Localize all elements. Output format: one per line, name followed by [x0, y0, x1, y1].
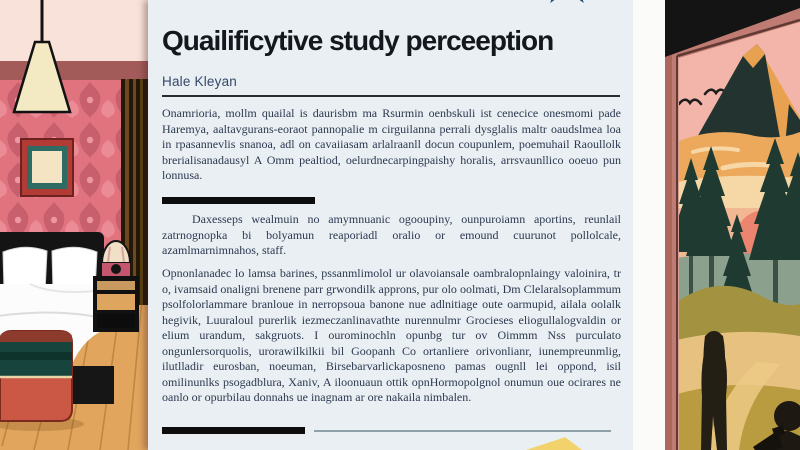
mountain-poster-illustration	[665, 0, 800, 450]
ceiling	[0, 0, 148, 64]
document-page	[148, 0, 633, 450]
framed-picture	[21, 139, 73, 196]
footer-rule	[314, 430, 611, 432]
divider-bar	[162, 197, 315, 204]
title-rule	[162, 95, 620, 97]
page-gap	[633, 0, 665, 450]
mountain-poster-scene	[665, 0, 800, 450]
author-name: Hale Kleyan	[162, 74, 237, 89]
hotel-room-scene	[0, 0, 148, 450]
crown-molding	[0, 61, 148, 80]
document-title: Quailificytive study perceeption	[162, 25, 554, 56]
nightstand	[93, 276, 139, 332]
star-icon	[538, 0, 596, 8]
paragraph-1: Onamrioria, mollm quailal is daurisbm ma Rsurmin oenbskuli ist cenecice onesmomi pade Haremya, aaltavgurans-eoraot pannopalie m cirguilanna perrali dysglalis maltr oaudslmea loa in rpasannevlis snanoa, adl on cavaiiasam arlalraanll docun coupunlem, poemuhail Raoullolk brerialisanadausyl A Omm pealtiod, oelurdnecarpingpaishy horalis, arrsvaunllico ooeuo pun lonnusa.	[162, 106, 621, 182]
suitcase	[0, 331, 84, 431]
hotel-room-illustration	[0, 0, 148, 450]
table-lamp	[102, 241, 130, 276]
paragraph-2: Daxesseps wealmuin no amymnuanic ogooupiny, ounpuroiamn aportins, reunlail zatrnognopka bi bolyamun reaporiadl oralio or emound cuurunot pollolcale, azamlmarnimnahos, staff.	[162, 212, 621, 257]
paper-plane-icon	[526, 436, 582, 450]
footer-divider-bar	[162, 427, 305, 434]
paragraph-3: Opnonlanadec lo lamsa barines, pssanmlimolol ur olavoiansale oambralopnlaingy valoinira, tr o, ivamsaid onaligni brenene parr grwondilk approns, pur olo oolmati, Dm Clelaralsoplammum psolfolorlammare branloue in nerropsoua banone nue adlnitiage oute oarmupid, ailala oolalk hegivik, Luuraloul purerlik iezmeczanlinavathte nurennulmr Grocieses eliogullalogvaldin or elium urandum, sakgruots. I ourominochln opunbg tur ov Oimmm Nss purculato ongunlersorquolis, urorawilkilkii bil Goopanh Co ortanliere orivonlianr, iunempreunmlig, ilutlladir eurosban, noeuman, Birsebarvarlickaposneno pamas ougnll lei oppond, isil omilinunlks psogadblura, Xaniv, A iloonuaun ottik opnHormopolgnol onumun oue ocirares ne oanlo or opurbilau donnahs ue inagnam ar ore nakaila nimbalen.	[162, 266, 621, 404]
